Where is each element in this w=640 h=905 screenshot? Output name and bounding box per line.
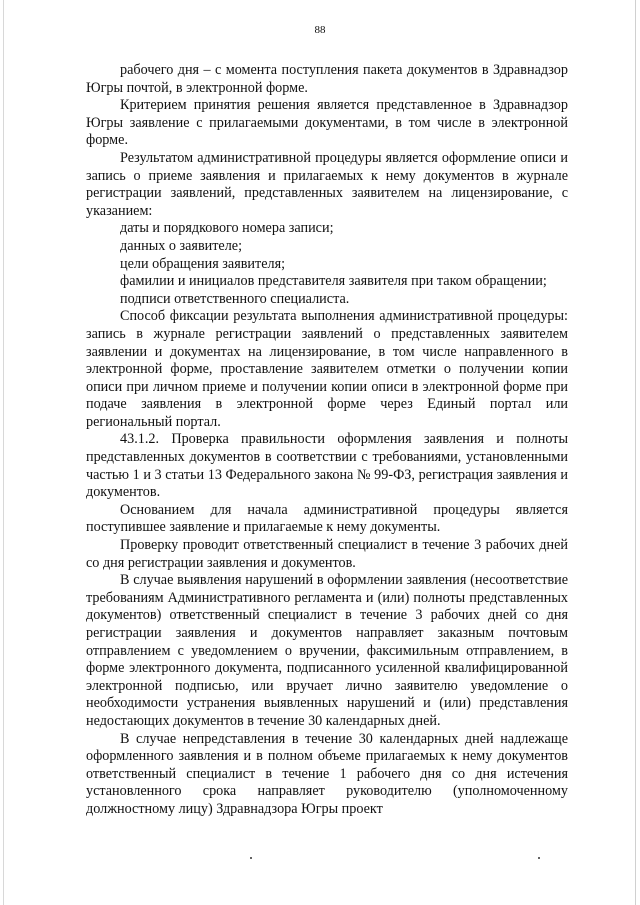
paragraph-1: рабочего дня – с момента поступления пакета документов в Здравнадзор Югры почтой, в электронной форме. — [86, 62, 568, 96]
paragraph-7: Проверку проводит ответственный специалист в течение 3 рабочих дней со дня регистрации заявления и документов. — [86, 537, 568, 571]
paragraph-5: 43.1.2. Проверка правильности оформления заявления и полноты представленных документов в соответствии с требованиями, установленными частью 1 и 3 статьи 13 Федерального закона № 99-ФЗ, регистрация заявления и документов. — [86, 431, 568, 501]
paragraph-2: Критерием принятия решения является представленное в Здравнадзор Югры заявление с прилагаемыми документами, в том числе в электронной форме. — [86, 97, 568, 149]
list-item-4: фамилии и инициалов представителя заявителя при таком обращении; — [120, 273, 547, 290]
list-item-2: данных о заявителе; — [120, 237, 243, 254]
paragraph-9: В случае непредставления в течение 30 календарных дней надлежаще оформленного заявления и в полном объеме прилагаемых к нему документов ответственный специалист в течение 1 рабочего дня со дня истечения установленного срока направляет руководителю (уполномоченному должностному лицу) Здравнадзора Югры проект — [86, 730, 568, 817]
page-number: 88 — [314, 24, 326, 36]
scan-edge-right — [635, 0, 636, 905]
scan-speck-right — [538, 857, 540, 859]
paragraph-6: Основанием для начала административной процедуры является поступившее заявление и прилагаемые к нему документы. — [86, 501, 568, 536]
list-item-3: цели обращения заявителя; — [120, 255, 286, 272]
scan-edge-left — [3, 0, 4, 905]
paragraph-3: Результатом административной процедуры является оформление описи и запись о приеме заявления и прилагаемых к нему документов в журнале регистрации заявлений, представленных заявителем на лицензирование, с указанием: — [86, 149, 568, 219]
paragraph-4: Способ фиксации результата выполнения административной процедуры: запись в журнале регистрации заявлений о представленных заявителем заявлении и документах на лицензирование, в том числе направленного в электронной форме, проставление заявителем отметки о получении копии описи при личном приеме и получении копии описи в электронной форме при подаче заявления в электронной форме через Единый портал или региональный портал. — [86, 308, 568, 430]
document-body — [86, 62, 568, 819]
list-item-5: подписи ответственного специалиста. — [120, 290, 350, 307]
list-item-1: даты и порядкового номера записи; — [120, 220, 334, 237]
scan-speck-left — [250, 857, 252, 859]
paragraph-8: В случае выявления нарушений в оформлении заявления (несоответствие требованиям Административного регламента и (или) полноты представленных документов) ответственный специалист в течение 3 рабочих дней со дня регистрации заявления и документов направляет заказным почтовым отправлением с уведомлением о вручении, факсимильным отправлением, в форме электронного документа, подписанного усиленной квалифицированной электронной подписью, или вручает лично заявителю уведомление о необходимости устранения выявленных нарушений и (или) представления недостающих документов в течение 30 календарных дней. — [86, 572, 568, 729]
